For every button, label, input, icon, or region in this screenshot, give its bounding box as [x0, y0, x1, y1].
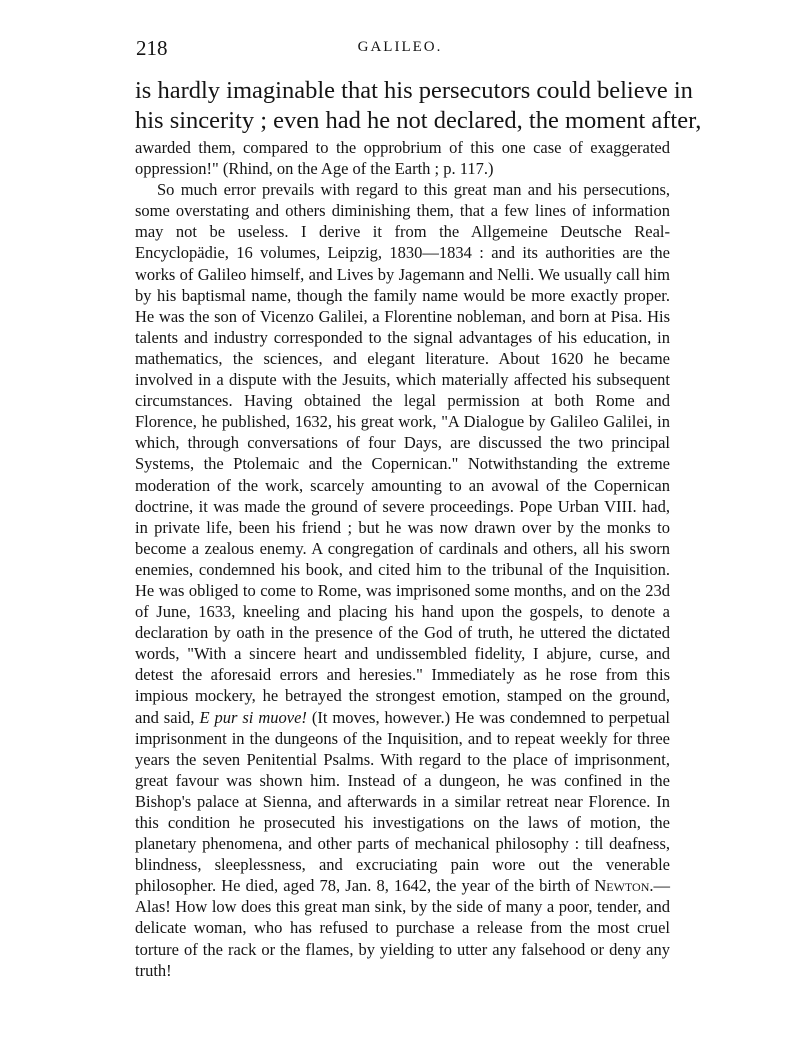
main-text-line-1: is hardly imaginable that his persecutors could believe in [135, 77, 693, 104]
paragraph-2-text-c: .—Alas! How low does this great man sink, by the side of many a poor, tender, and delicate woman, who has refused to purchase a release from the most cruel torture of the rack or the flames, by yielding to utter any falsehood or deny any truth! [135, 876, 670, 980]
small-caps-name: Newton [594, 876, 650, 896]
main-text-line-2: his sincerity ; even had he not declared, the moment after, [135, 107, 702, 134]
main-text-continuation [135, 76, 702, 136]
footnote-paragraph-2 [135, 179, 670, 981]
footnote-paragraph-1: awarded them, compared to the opprobrium of this one case of exaggerated oppression!" (Rhind, on the Age of the Earth ; p. 117.) [135, 138, 670, 179]
paragraph-2-text-a: So much error prevails with regard to this great man and his persecutions, some overstating and others diminishing them, that a few lines of information may not be useless. I derive it from the Allgemeine Deutsche Real-Encyclopädie, 16 volumes, Leipzig, 1830—1834 : and its authorities are the works of Galileo himself, and Lives by Jagemann and Nelli. We usually call him by his baptismal name, though the family name would be more exactly proper. He was the son of Vicenzo Galilei, a Florentine nobleman, and born at Pisa. His talents and industry corresponded to the signal advantages of his education, in mathematics, the sciences, and elegant literature. About 1620 he became involved in a dispute with the Jesuits, which materially affected his subsequent circumstances. Having obtained the legal permission at both Rome and Florence, he published, 1632, his great work, "A Dialogue by Galileo Galilei, in which, through conversations of four Days, are discussed the two principal Systems, the Ptolemaic and the Copernican." Notwithstanding the extreme moderation of the work, scarcely amounting to an avowal of the Copernican doctrine, it was made the ground of severe proceedings. Pope Urban VIII. had, in private life, been his friend ; but he was now drawn over by the monks to become a zealous enemy. A congregation of cardinals and others, all his sworn enemies, condemned his book, and cited him to the tribunal of the Inquisition. He was obliged to come to Rome, was imprisoned some months, and on the 23d of June, 1633, kneeling and placing his hand upon the gospels, to denote a declaration by oath in the presence of the God of truth, he uttered the dictated words, "With a sincere heart and undissembled fidelity, I abjure, curse, and detest the aforesaid errors and heresies." Immediately as he rose from this impious mockery, he betrayed the strongest emotion, stamped on the ground, and said, [135, 180, 670, 727]
page-number: 218 [136, 36, 168, 60]
page-header [0, 36, 800, 62]
running-title: GALILEO. [357, 39, 443, 55]
italic-quote: E pur si muove! [199, 707, 307, 727]
paragraph-2-text-b: (It moves, however.) He was condemned to perpetual imprisonment in the dungeons of the Inquisition, and to repeat weekly for three years the seven Penitential Psalms. With regard to the place of imprisonment, great favour was shown him. Instead of a dungeon, he was confined in the Bishop's palace at Sienna, and afterwards in a similar retreat near Florence. In this condition he prosecuted his investigations on the laws of motion, the planetary phenomena, and other parts of mechanical philosophy : till deafness, blindness, sleeplessness, and excruciating pain wore out the venerable philosopher. He died, aged 78, Jan. 8, 1642, the year of the birth of [135, 707, 671, 896]
footnote-block [135, 137, 670, 981]
